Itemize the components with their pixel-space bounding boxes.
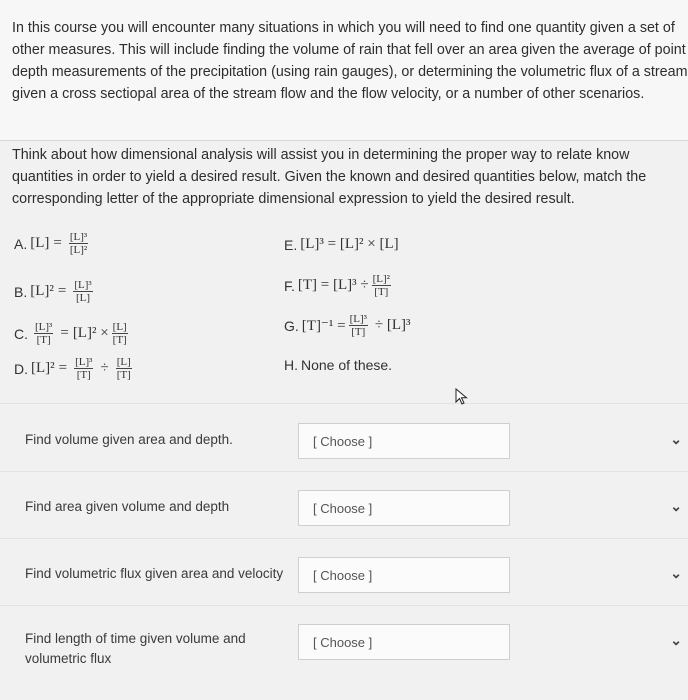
row-label-flux: Find volumetric flux given area and velocity bbox=[25, 566, 284, 581]
option-c-mid: [L]² × bbox=[72, 325, 109, 341]
option-a-den: [L]² bbox=[69, 244, 88, 256]
option-f-den: [T] bbox=[374, 286, 389, 298]
choose-select-area[interactable] bbox=[298, 490, 510, 526]
option-c-den-2: [T] bbox=[112, 334, 127, 346]
option-g-fraction bbox=[349, 313, 368, 338]
option-b-letter: B. bbox=[14, 283, 28, 300]
intro-section bbox=[0, 0, 688, 141]
option-d-eq: = bbox=[58, 360, 68, 376]
option-b bbox=[14, 279, 96, 304]
option-c-letter: C. bbox=[14, 325, 28, 342]
option-g-lhs: [T]⁻¹ = bbox=[301, 318, 346, 334]
select-value: [ Choose ] bbox=[313, 567, 373, 583]
option-a-eq: = bbox=[53, 235, 62, 251]
option-f-num: [L]² bbox=[372, 273, 390, 285]
row-label-area: Find area given volume and depth bbox=[25, 499, 230, 514]
option-f bbox=[284, 273, 394, 298]
option-g-rhs: ÷ [L]³ bbox=[374, 317, 411, 333]
option-e-letter: E. bbox=[284, 236, 298, 253]
chevron-down-icon[interactable]: ⌄ bbox=[670, 431, 682, 447]
choose-select-volume[interactable] bbox=[298, 423, 510, 459]
chevron-down-icon[interactable]: ⌄ bbox=[670, 565, 682, 581]
option-d-fraction-2 bbox=[116, 356, 132, 381]
option-a-letter: A. bbox=[14, 235, 28, 252]
divider bbox=[0, 538, 688, 539]
option-b-eq: = bbox=[57, 283, 67, 299]
option-b-den: [L] bbox=[76, 292, 91, 304]
select-value: [ Choose ] bbox=[313, 500, 373, 516]
option-d-lhs: [L]² bbox=[31, 360, 55, 376]
option-e bbox=[284, 236, 399, 253]
option-g-den: [T] bbox=[351, 326, 366, 338]
option-a-lhs: [L] bbox=[30, 235, 50, 251]
mouse-cursor-icon bbox=[455, 388, 469, 406]
choose-select-time[interactable] bbox=[298, 624, 510, 660]
option-c-eq: = bbox=[60, 325, 69, 341]
option-h bbox=[284, 357, 392, 373]
row-label-volume: Find volume given area and depth. bbox=[25, 432, 233, 447]
chevron-down-icon[interactable]: ⌄ bbox=[670, 498, 682, 514]
option-a-fraction bbox=[69, 231, 88, 256]
row-label-time: Find length of time given volume and volumetric flux bbox=[25, 631, 246, 666]
option-d-num-2: [L] bbox=[116, 356, 131, 368]
option-c-fraction-1 bbox=[34, 321, 53, 346]
task-text: Think about how dimensional analysis will assist you in determining the proper way to relate know quantities in order to yield a desired result. Given the known and desired quantities below, match the corresponding letter of the appropriate dimensional expression to yield the desired result. bbox=[12, 147, 647, 207]
option-c-den-1: [T] bbox=[36, 334, 51, 346]
divider bbox=[0, 403, 688, 404]
option-b-lhs: [L]² bbox=[30, 283, 54, 299]
divider bbox=[0, 605, 688, 606]
option-g-letter: G. bbox=[284, 317, 299, 334]
option-b-fraction bbox=[73, 279, 92, 304]
option-e-expr: [L]³ = [L]² × [L] bbox=[300, 236, 399, 252]
option-d-fraction-1 bbox=[74, 356, 93, 381]
option-h-letter: H. bbox=[284, 357, 298, 373]
option-d-den-2: [T] bbox=[116, 369, 131, 381]
select-value: [ Choose ] bbox=[313, 433, 373, 449]
option-d-den-1: [T] bbox=[76, 369, 91, 381]
option-a-num: [L]³ bbox=[69, 231, 88, 243]
chevron-down-icon[interactable]: ⌄ bbox=[670, 632, 682, 648]
option-d-letter: D. bbox=[14, 360, 28, 377]
option-f-letter: F. bbox=[284, 277, 295, 294]
option-g-num: [L]³ bbox=[349, 313, 367, 325]
option-g bbox=[284, 313, 415, 338]
choose-select-flux[interactable] bbox=[298, 557, 510, 593]
intro-text: In this course you will encounter many situations in which you will need to find one quantity given a set of other measures. This will include finding the volume of rain that fell over an area given the average of point depth measurements of the precipitation (using rain gauges), or determining the volumetric flux of a stream given a cross sectiopal area of the stream flow and the flow velocity, or a number of other scenarios. bbox=[12, 20, 688, 102]
option-d-num-1: [L]³ bbox=[75, 356, 93, 368]
divider bbox=[0, 471, 688, 472]
option-c-num-2: [L] bbox=[112, 321, 127, 333]
option-b-num: [L]³ bbox=[74, 279, 92, 291]
option-d-op: ÷ bbox=[100, 360, 109, 376]
option-c-fraction-2 bbox=[112, 321, 128, 346]
question-panel bbox=[0, 141, 688, 700]
option-h-text: None of these. bbox=[301, 357, 393, 373]
option-c-num-1: [L]³ bbox=[35, 321, 53, 333]
select-value: [ Choose ] bbox=[313, 634, 373, 650]
option-f-lhs: [T] = [L]³ ÷ bbox=[297, 277, 369, 293]
option-f-fraction bbox=[372, 273, 391, 298]
option-a bbox=[14, 231, 91, 256]
option-d bbox=[14, 356, 135, 381]
option-c bbox=[14, 321, 131, 346]
